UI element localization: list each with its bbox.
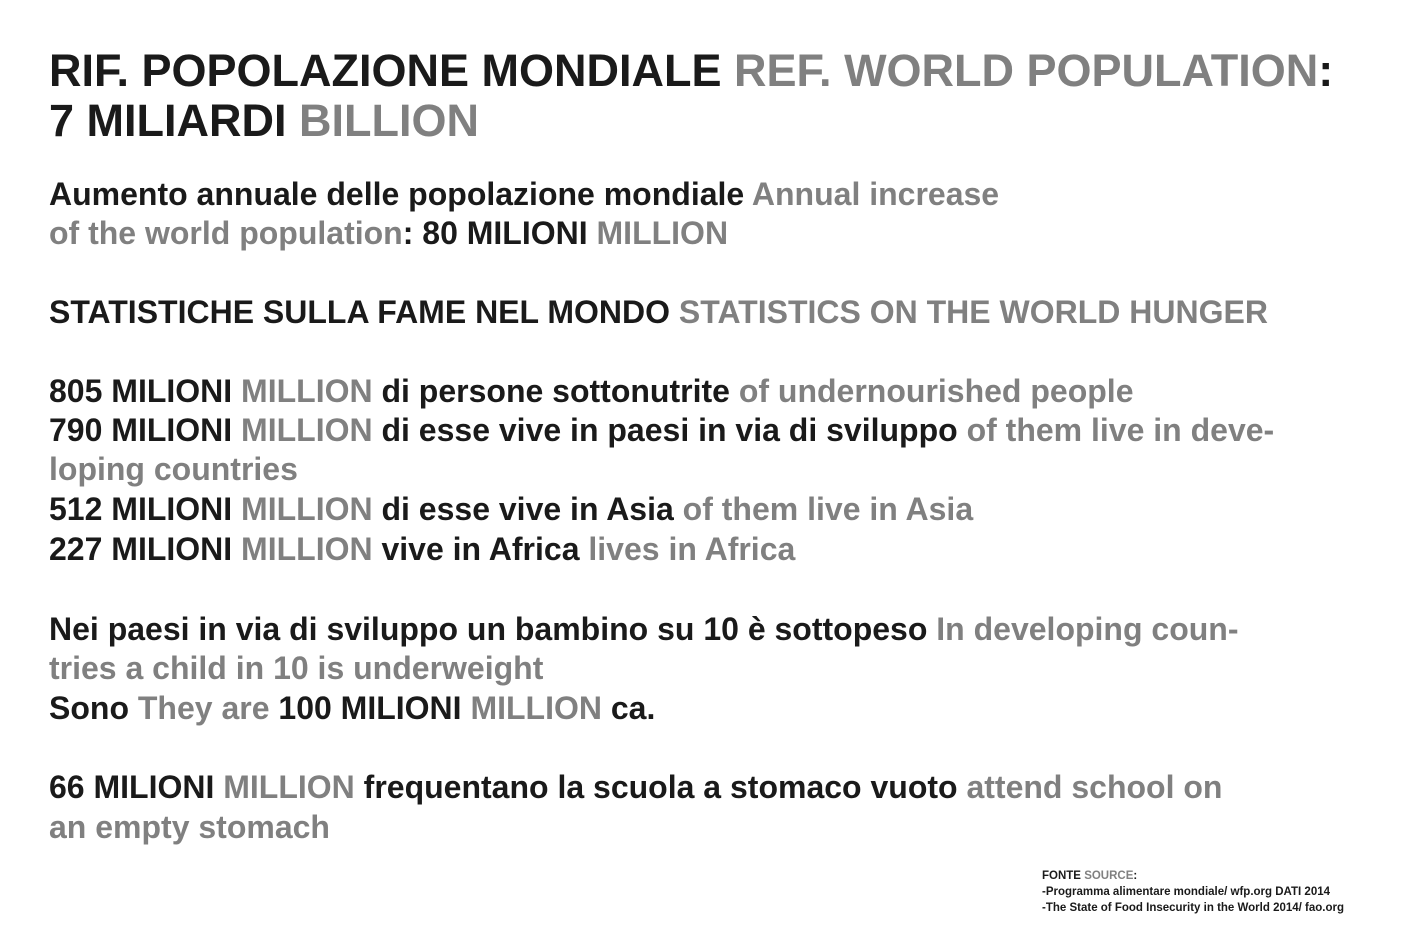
- stats-heading-en: STATISTICS ON THE WORLD HUNGER: [678, 294, 1268, 330]
- title-colon: :: [1318, 45, 1334, 96]
- stat-africa: [49, 530, 1389, 569]
- title-it: RIF. POPOLAZIONE MONDIALE: [49, 45, 722, 96]
- stat-it: vive in Africa: [381, 531, 580, 567]
- title-en: REF. WORLD POPULATION: [734, 45, 1319, 96]
- population-value: 7 MILIARDI: [49, 95, 287, 146]
- school-value: 66 MILIONI: [49, 769, 215, 805]
- children-line-2: [49, 649, 1389, 688]
- increase-line-2: [49, 214, 1389, 253]
- children-en-a: In developing coun-: [936, 611, 1239, 647]
- stat-value: 805 MILIONI: [49, 373, 233, 409]
- source-item: -Programma alimentare mondiale/ wfp.org DATI 2014: [1042, 886, 1330, 898]
- children-value: 100 MILIONI: [278, 690, 462, 726]
- increase-line-1: [49, 175, 1389, 214]
- page-title: [49, 46, 1389, 146]
- stat-unit: MILLION: [241, 491, 373, 527]
- stat-developing-cont: [49, 450, 1389, 489]
- stat-developing: [49, 411, 1389, 450]
- stat-unit: MILLION: [241, 373, 373, 409]
- school-line-2: [49, 808, 1389, 847]
- source-label: [1042, 868, 1402, 884]
- stat-value: 227 MILIONI: [49, 531, 233, 567]
- school-line-1: [49, 768, 1389, 807]
- stat-it: di esse vive in paesi in via di sviluppo: [381, 412, 958, 448]
- stats-heading-it: STATISTICHE SULLA FAME NEL MONDO: [49, 294, 671, 330]
- increase-en-a: Annual increase: [751, 176, 1000, 212]
- increase-it: Aumento annuale delle popolazione mondiale: [49, 176, 745, 212]
- source-label-colon: :: [1133, 870, 1138, 882]
- sono-it: Sono: [49, 690, 129, 726]
- stat-en: of them live in Asia: [682, 491, 974, 527]
- stat-value: 790 MILIONI: [49, 412, 233, 448]
- school-unit: MILLION: [223, 769, 355, 805]
- children-ca: ca.: [610, 690, 656, 726]
- children-en-b: tries a child in 10 is underweight: [49, 650, 544, 686]
- stat-en: loping countries: [49, 451, 298, 487]
- stat-en: of them live in deve-: [966, 412, 1275, 448]
- stat-unit: MILLION: [241, 531, 373, 567]
- stat-unit: MILLION: [241, 412, 373, 448]
- source-label-en: SOURCE: [1084, 870, 1134, 882]
- increase-unit: MILLION: [596, 215, 729, 251]
- children-it: Nei paesi in via di sviluppo un bambino su 10 è sottopeso: [49, 611, 928, 647]
- increase-en-b: of the world population: [49, 215, 403, 251]
- stat-it: di esse vive in Asia: [381, 491, 674, 527]
- stat-en: lives in Africa: [588, 531, 796, 567]
- source-item: -The State of Food Insecurity in the World 2014/ fao.org: [1042, 902, 1345, 914]
- population-unit-en: BILLION: [299, 95, 480, 146]
- source-label-it: FONTE: [1042, 870, 1081, 882]
- source-block: [1042, 868, 1402, 916]
- they-are-en: They are: [137, 690, 270, 726]
- school-it: frequentano la scuola a stomaco vuoto: [363, 769, 958, 805]
- stat-it: di persone sottonutrite: [381, 373, 730, 409]
- stat-undernourished: [49, 372, 1389, 411]
- school-en-a: attend school on: [966, 769, 1223, 805]
- children-line-1: [49, 610, 1389, 649]
- stat-en: of undernourished people: [738, 373, 1134, 409]
- increase-value: : 80 MILIONI: [402, 215, 588, 251]
- children-unit: MILLION: [470, 690, 602, 726]
- stat-asia: [49, 490, 1389, 529]
- school-en-b: an empty stomach: [49, 809, 330, 845]
- children-count-line: [49, 689, 1389, 728]
- stats-heading: [49, 293, 1389, 332]
- stat-value: 512 MILIONI: [49, 491, 233, 527]
